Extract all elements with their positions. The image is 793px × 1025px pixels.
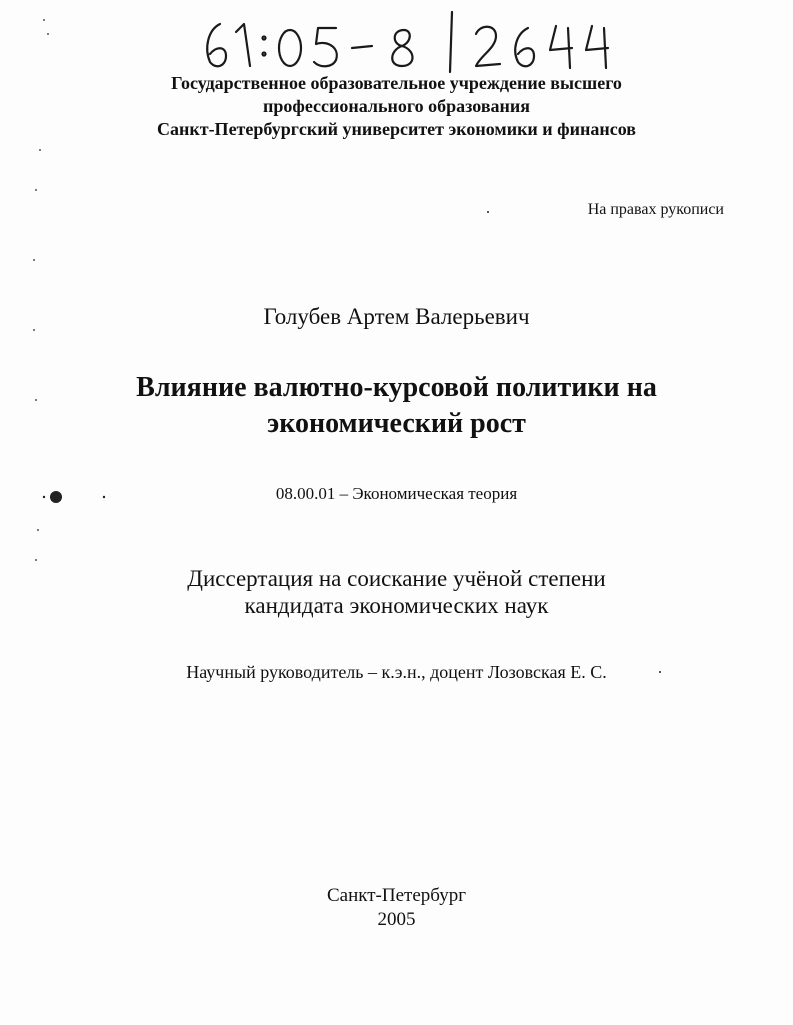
author-name: Голубев Артем Валерьевич [263,304,530,329]
year: 2005 [377,909,416,930]
handwritten-archive-mark-drawing [190,8,630,76]
title-line-2: экономический рост [267,408,526,439]
dissertation-title [0,370,793,442]
organization-line-1: Государственное образовательное учреждение высшего [171,73,622,93]
title-line-1: Влияние валютно-курсовой политики на [136,372,657,403]
handwritten-archive-mark [190,8,630,76]
organization-line-2: профессионального образования [262,96,531,116]
scientific-supervisor: Научный руководитель – к.э.н., доцент Лозовская Е. С. [186,662,607,682]
specialty-code: 08.00.01 – Экономическая теория [275,484,518,503]
organization-line-3: Санкт-Петербургский университет экономики и финансов [156,119,637,139]
degree-line-1: Диссертация на соискание учёной степени [187,566,606,591]
manuscript-rights: На правах рукописи [587,201,724,218]
place-and-year [0,884,793,932]
organization-block [0,72,793,141]
degree-line-2: кандидата экономических наук [244,593,549,618]
city: Санкт-Петербург [326,885,466,906]
degree-statement [0,565,793,619]
